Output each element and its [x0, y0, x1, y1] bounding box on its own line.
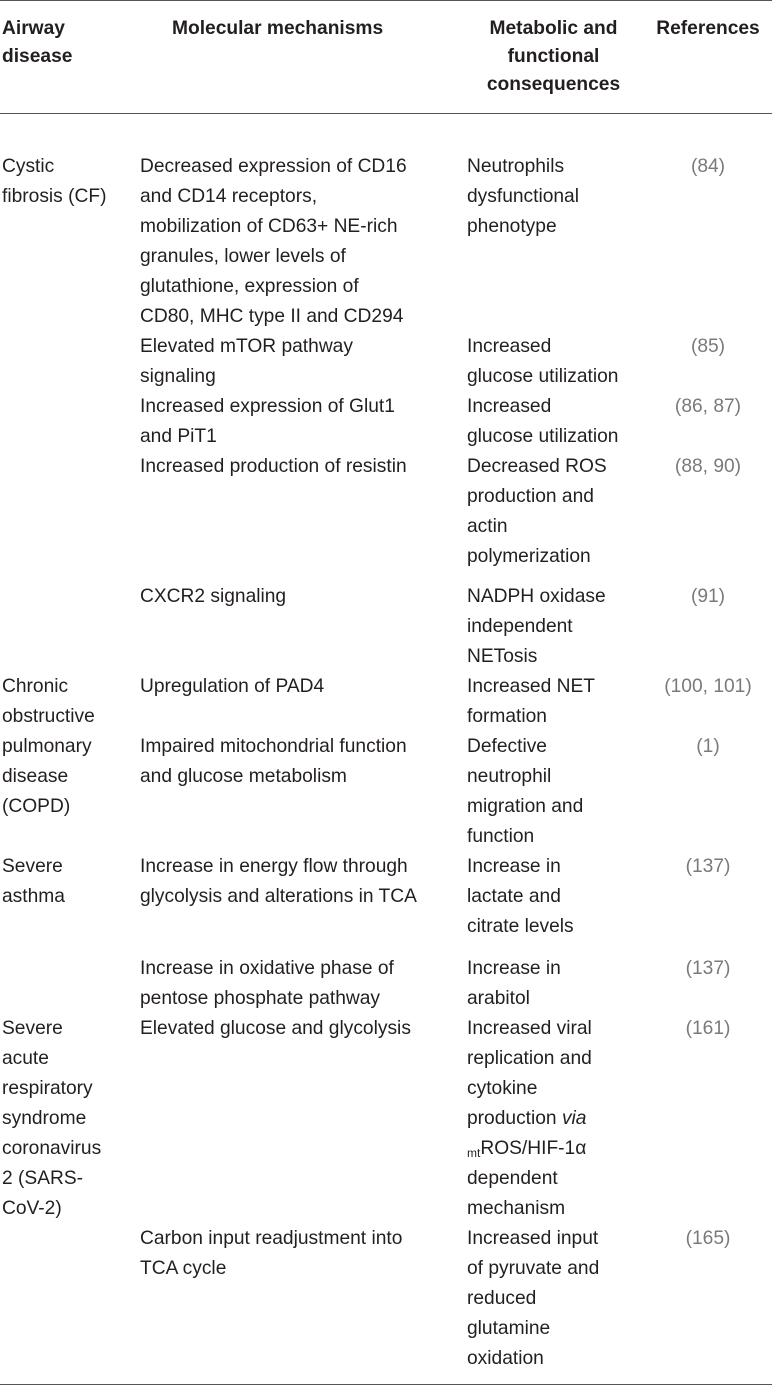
consequence-cell: Increase in arabitol: [467, 958, 561, 1009]
reference-link[interactable]: 87: [713, 396, 735, 417]
consequence-cell: Increased NET formation: [467, 676, 595, 727]
reference-link[interactable]: 161: [691, 1018, 724, 1039]
header-molecular-mechanisms: Molecular mechanisms: [172, 18, 384, 39]
table-row: [0, 954, 772, 1014]
header-consequences: Metabolic and functional consequences: [486, 18, 621, 95]
header-row: [0, 1, 772, 114]
table-row: [0, 852, 772, 954]
header-airway-disease: Airway disease: [2, 18, 73, 67]
mechanism-cell: Increased production of resistin: [140, 456, 407, 477]
reference-cell: (86, 87): [674, 396, 742, 417]
reference-link[interactable]: 165: [691, 1228, 724, 1249]
consequence-cell: Increased glucose utilization: [467, 336, 619, 387]
disease-cell: Severe acute respiratory syndrome coronavirus 2 (SARS- CoV-2): [2, 1018, 102, 1219]
reference-link[interactable]: 84: [697, 156, 719, 177]
disease-cell: Severe asthma: [2, 856, 65, 907]
table-row: [0, 452, 772, 582]
reference-link[interactable]: 91: [697, 586, 719, 607]
consequence-cell: Neutrophils dysfunctional phenotype: [467, 156, 579, 237]
mechanism-cell: Increase in oxidative phase of pentose phosphate pathway: [140, 958, 394, 1009]
mechanism-cell: Elevated mTOR pathway signaling: [140, 336, 353, 387]
mechanism-cell: Impaired mitochondrial function and glucose metabolism: [140, 736, 407, 787]
consequence-cell: Increased input of pyruvate and reduced glutamine oxidation: [467, 1228, 600, 1369]
table-row: [0, 114, 772, 333]
mechanism-cell: Increased expression of Glut1 and PiT1: [140, 396, 395, 447]
header-references: References: [656, 18, 760, 39]
mechanism-cell: Carbon input readjustment into TCA cycle: [140, 1228, 403, 1279]
reference-link[interactable]: 101: [713, 676, 746, 697]
reference-link[interactable]: 88: [681, 456, 703, 477]
consequence-cell: Defective neutrophil migration and function: [467, 736, 584, 847]
mechanism-cell: Decreased expression of CD16 and CD14 receptors, mobilization of CD63+ NE-rich granules, lower levels of glutathione, expression of CD80, MHC type II and CD294: [140, 156, 407, 327]
consequence-cell: Increase in lactate and citrate levels: [467, 856, 574, 937]
consequence-cell: Increased viral replication and cytokine production via $_{mt}$ROS/HIF-1α dependent mechanism: [467, 1018, 592, 1219]
reference-cell: (165): [685, 1228, 731, 1249]
reference-link[interactable]: 85: [697, 336, 719, 357]
reference-link[interactable]: 86: [681, 396, 703, 417]
reference-cell: (91): [690, 586, 726, 607]
disease-cell: Cystic fibrosis (CF): [2, 156, 107, 207]
mechanism-cell: Upregulation of PAD4: [140, 676, 325, 697]
table-row: [0, 672, 772, 732]
consequence-cell: NADPH oxidase independent NETosis: [467, 586, 606, 667]
reference-cell: (100, 101): [664, 676, 752, 697]
reference-cell: (137): [685, 958, 731, 979]
table-row: [0, 1014, 772, 1224]
disease-cell: Chronic obstructive pulmonary disease (COPD): [2, 676, 95, 817]
mechanism-cell: CXCR2 signaling: [140, 586, 287, 607]
table-row: [0, 332, 772, 392]
reference-cell: (88, 90): [674, 456, 742, 477]
reference-cell: (137): [685, 856, 731, 877]
reference-link[interactable]: 1: [702, 736, 714, 757]
reference-link[interactable]: 137: [691, 958, 724, 979]
reference-cell: (161): [685, 1018, 731, 1039]
table-row: [0, 392, 772, 452]
reference-link[interactable]: 90: [713, 456, 735, 477]
table-row: [0, 582, 772, 672]
reference-cell: (85): [690, 336, 726, 357]
reference-link[interactable]: 137: [691, 856, 724, 877]
consequence-cell: Increased glucose utilization: [467, 396, 619, 447]
mechanism-cell: Elevated glucose and glycolysis: [140, 1018, 411, 1039]
mechanism-cell: Increase in energy flow through glycolysis and alterations in TCA: [140, 856, 417, 907]
consequence-cell: Decreased ROS production and actin polymerization: [467, 456, 607, 567]
reference-link[interactable]: 100: [670, 676, 703, 697]
reference-cell: (1): [696, 736, 720, 757]
reference-cell: (84): [690, 156, 726, 177]
